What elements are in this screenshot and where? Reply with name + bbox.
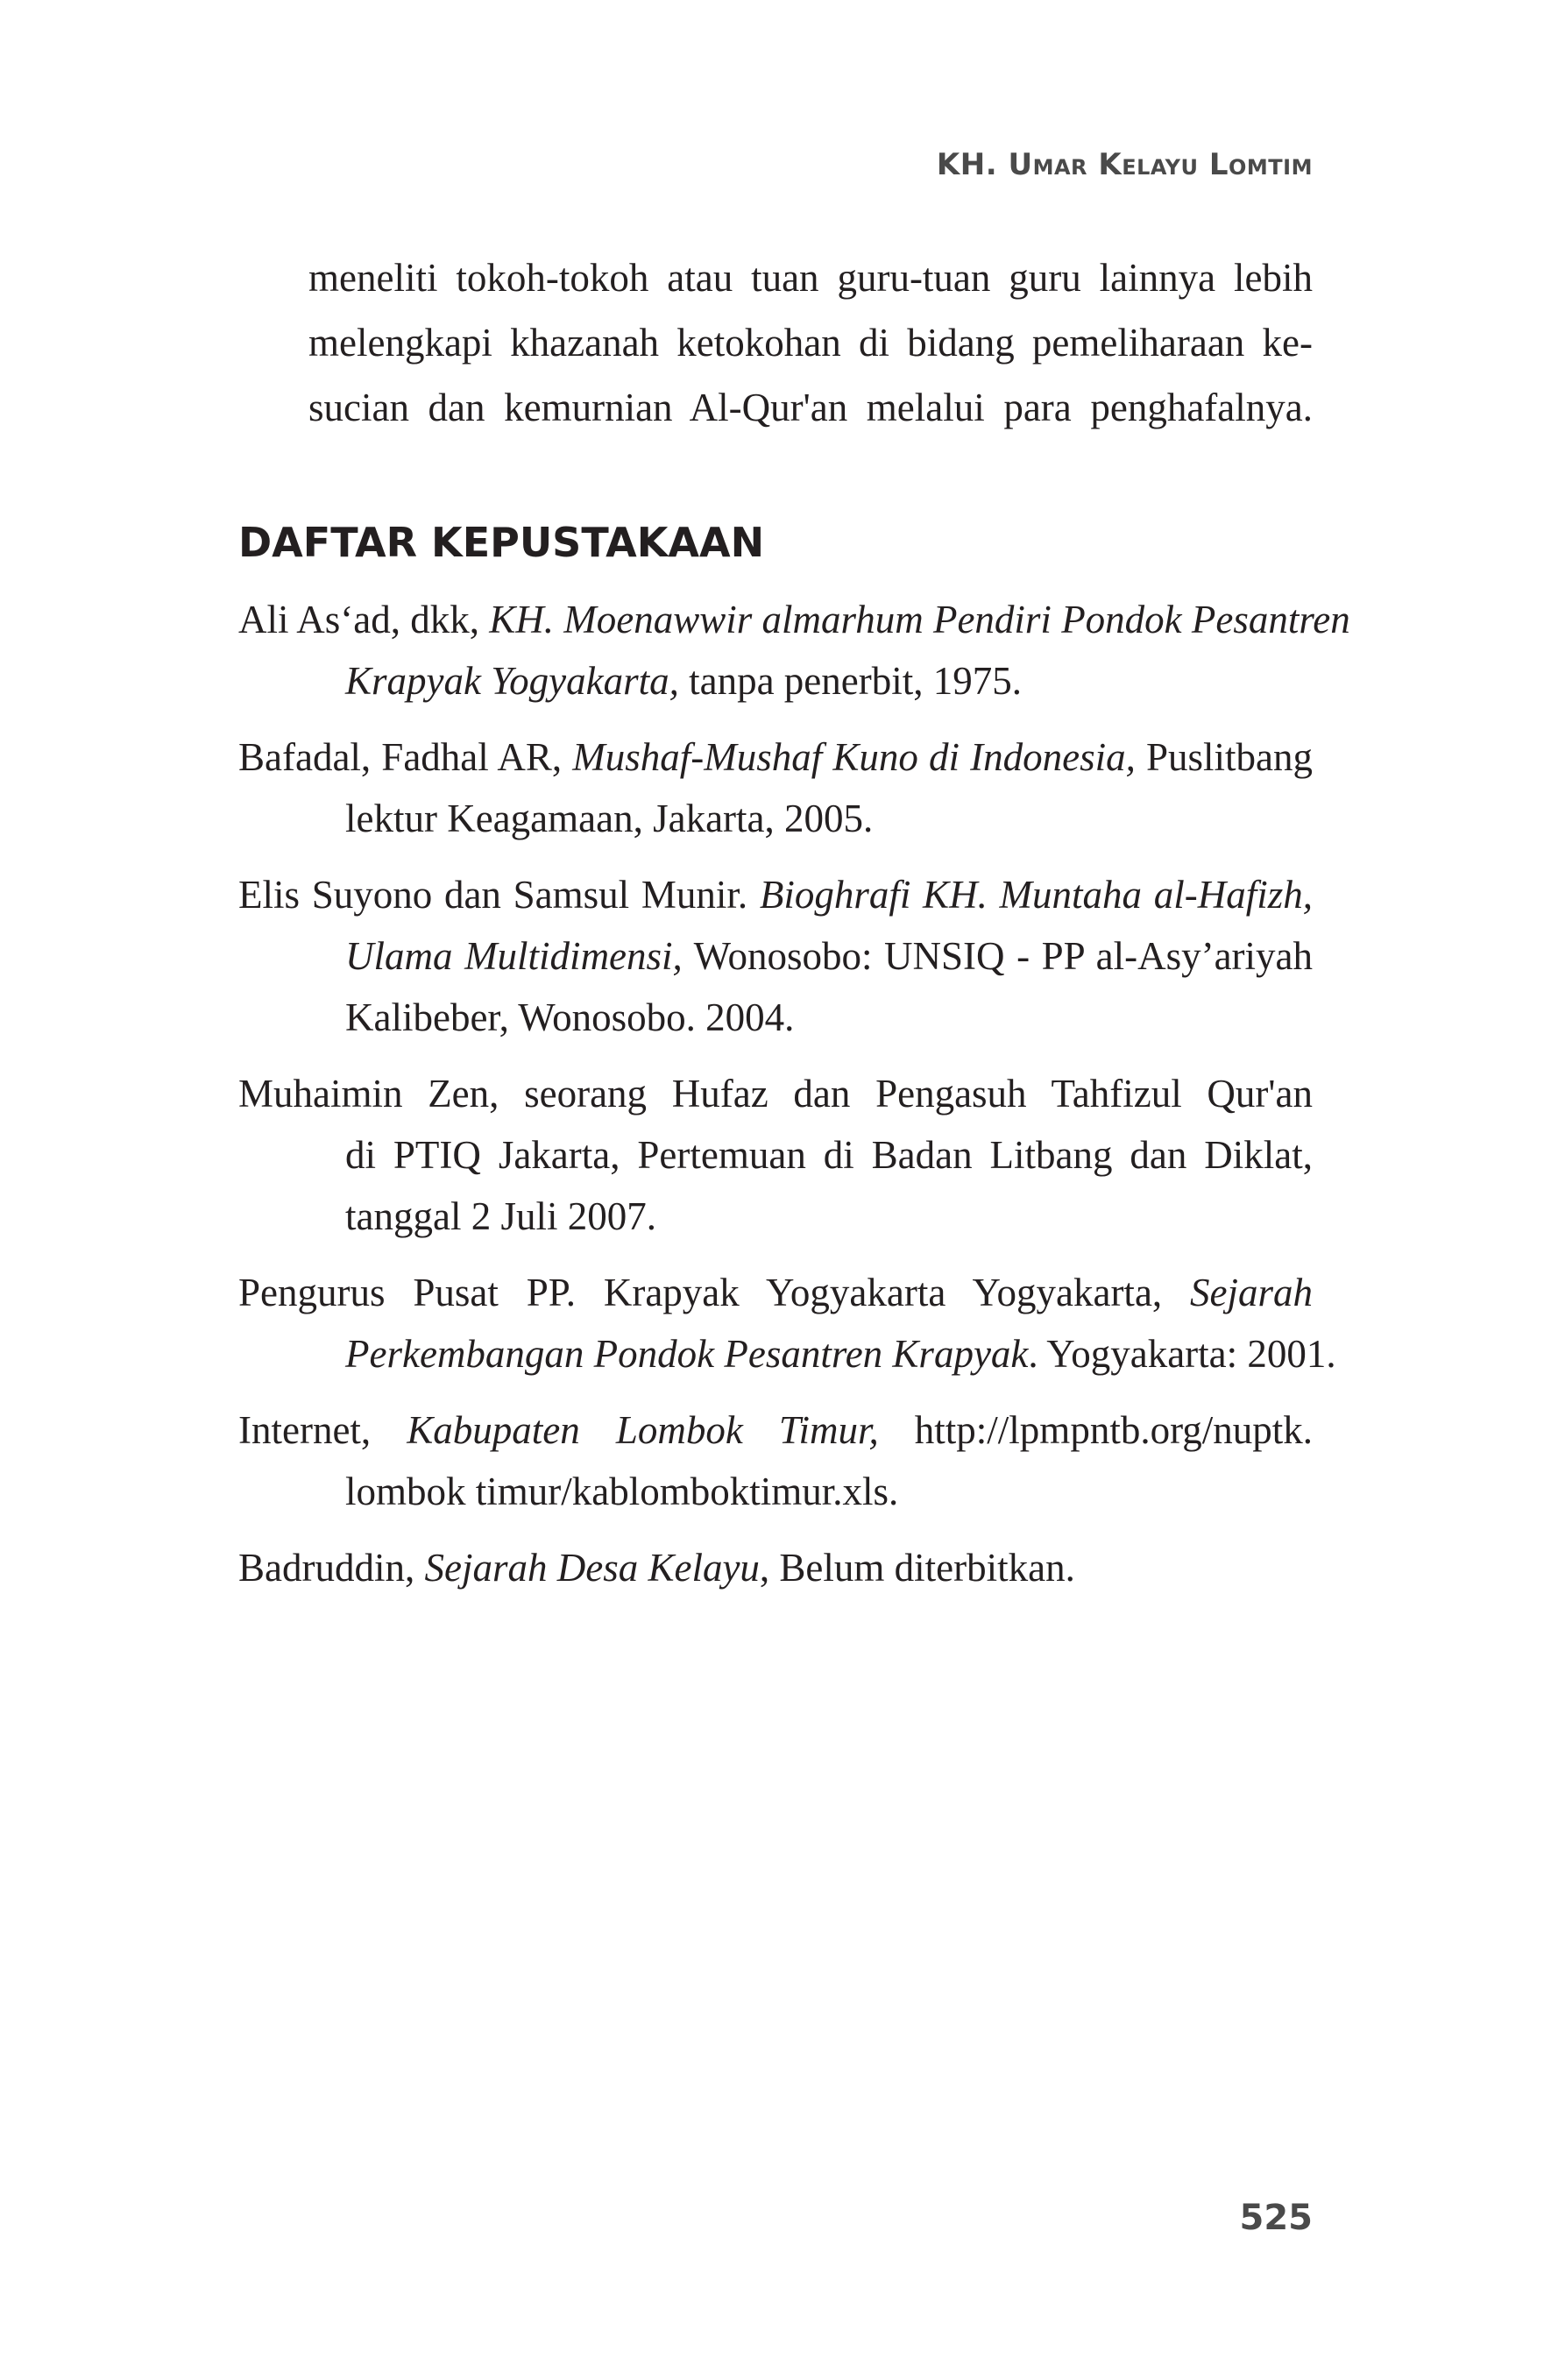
reference-line bbox=[238, 1537, 1313, 1598]
reference-line: lektur Keagamaan, Jakarta, 2005. bbox=[345, 797, 874, 840]
reference-publication: Wonosobo: UNSIQ - PP al-Asy’ariyah bbox=[682, 934, 1313, 978]
reference-title: Ulama Multidimensi, bbox=[345, 934, 683, 978]
reference-title: Kabupaten Lombok Timur, bbox=[407, 1408, 879, 1452]
reference-entry bbox=[238, 1262, 1336, 1385]
section-title: DAFTAR KEPUSTAKAAN bbox=[238, 519, 765, 566]
page-number: 525 bbox=[1239, 2198, 1313, 2238]
intro-line: melengkapi khazanah ketokohan di bidang pemeliharaan ke- bbox=[308, 321, 1313, 365]
reference-line bbox=[238, 726, 1313, 788]
reference-line bbox=[238, 1399, 1313, 1461]
running-header: KH. Umar Kelayu Lomtim bbox=[936, 147, 1313, 182]
reference-publication: tanpa penerbit, 1975. bbox=[678, 659, 1022, 703]
intro-line: meneliti tokoh-tokoh atau tuan guru-tuan guru lainnya lebih bbox=[308, 256, 1313, 300]
reference-title: Sejarah bbox=[1190, 1271, 1313, 1314]
reference-line bbox=[238, 1262, 1313, 1323]
reference-line: di PTIQ Jakarta, Pertemuan di Badan Litbang dan Diklat, bbox=[345, 1133, 1313, 1177]
reference-title: Krapyak Yogyakarta, bbox=[345, 659, 679, 703]
reference-author: Elis Suyono dan Samsul Munir. bbox=[238, 873, 760, 917]
reference-entry bbox=[238, 864, 1313, 1048]
reference-author: Pengurus Pusat PP. Krapyak Yogyakarta Yogyakarta, bbox=[238, 1271, 1190, 1314]
reference-title: Perkembangan Pondok Pesantren Krapyak bbox=[345, 1332, 1029, 1376]
reference-entry bbox=[238, 1063, 1313, 1247]
reference-publication: . Yogyakarta: 2001. bbox=[1028, 1332, 1336, 1376]
reference-line bbox=[238, 650, 1313, 712]
reference-line: lombok timur/kablomboktimur.xls. bbox=[345, 1470, 899, 1513]
reference-title: KH. Moenawwir almarhum Pendiri Pondok Pesantren bbox=[489, 598, 1350, 641]
reference-title: Mushaf-Mushaf Kuno di Indonesia, bbox=[572, 735, 1136, 779]
reference-line bbox=[238, 864, 1313, 925]
reference-line bbox=[238, 925, 1313, 987]
reference-author: Internet, bbox=[238, 1408, 407, 1452]
reference-entry bbox=[238, 1399, 1313, 1522]
reference-line: Muhaimin Zen, seorang Hufaz dan Pengasuh Tahfizul Qur'an bbox=[238, 1072, 1313, 1116]
intro-paragraph bbox=[308, 245, 1313, 440]
reference-publication: Puslitbang bbox=[1135, 735, 1313, 779]
reference-publication: , Belum diterbitkan. bbox=[759, 1546, 1075, 1590]
reference-line bbox=[238, 1323, 1336, 1385]
reference-line: tanggal 2 Juli 2007. bbox=[345, 1194, 656, 1238]
reference-entry bbox=[238, 726, 1313, 849]
reference-author: Ali As‘ad, dkk, bbox=[238, 598, 490, 641]
reference-author: Bafadal, Fadhal AR, bbox=[238, 735, 573, 779]
reference-title: Bioghrafi KH. Muntaha al-Hafizh, bbox=[759, 873, 1313, 917]
reference-list bbox=[238, 589, 1350, 1613]
reference-entry bbox=[238, 589, 1350, 712]
reference-title: Sejarah Desa Kelayu bbox=[424, 1546, 760, 1590]
reference-entry bbox=[238, 1537, 1313, 1598]
reference-author: Badruddin, bbox=[238, 1546, 425, 1590]
reference-url: http://lpmpntb.org/nuptk. bbox=[878, 1408, 1313, 1452]
reference-line: Kalibeber, Wonosobo. 2004. bbox=[345, 995, 795, 1039]
intro-line: sucian dan kemurnian Al-Qur'an melalui para penghafalnya. bbox=[308, 386, 1313, 429]
reference-line bbox=[238, 589, 1350, 650]
